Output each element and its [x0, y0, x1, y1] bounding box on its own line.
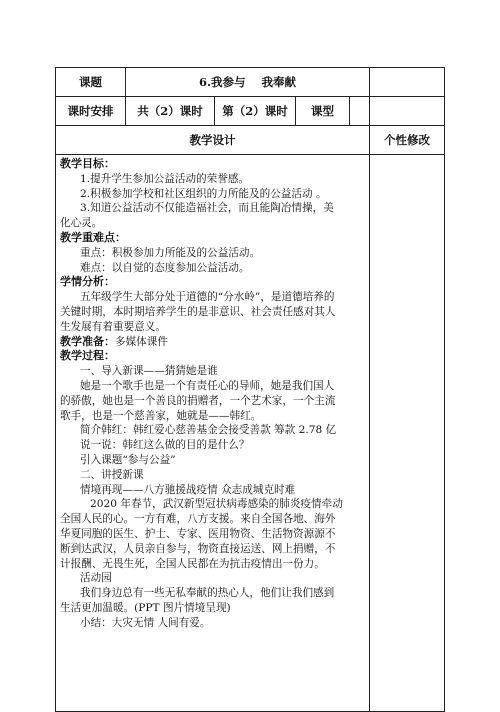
- prep-line: [60, 335, 365, 350]
- analysis-title: 学情分析：: [60, 275, 115, 289]
- key-1: 重点：积极参加力所能及的公益活动。: [80, 246, 261, 259]
- analysis-3: 生发展有着重要意义。: [60, 320, 166, 333]
- process-line: 全国人民的心。一方有难，八方支援。来自全国各地、海外: [60, 513, 336, 526]
- process-line: 简介韩红：韩红爱心慈善基金会接受善款 筹款 2.78 亿: [80, 424, 337, 437]
- prep-title: 教学准备：: [60, 334, 115, 348]
- design-label: 教学设计: [56, 126, 370, 155]
- process-line: 华夏同胞的医生、护士、专家、医用物资、生活物资源源不: [60, 527, 336, 540]
- lesson-label: 课题: [56, 68, 126, 97]
- goal-1: 1.提升学生参加公益活动的荣誉感。: [80, 172, 250, 185]
- process-line: 情境再现——八方驰援战疫情 众志成城克时难: [80, 483, 296, 496]
- process-line: 活动园: [80, 572, 112, 585]
- total-periods: 共（2）课时: [126, 97, 215, 126]
- type-side: [370, 97, 445, 126]
- process-line: 说一说：韩红这么做的目的是什么？: [80, 439, 250, 452]
- personal-label: 个性修改: [370, 126, 445, 155]
- current-period: 第（2）课时: [215, 97, 296, 126]
- goal-3b: 化心灵。: [60, 217, 103, 230]
- process-line: 断到达武汉，人员亲自参与，物资直接运送、网上捐赠，不: [60, 542, 336, 555]
- schedule-label: 课时安排: [56, 97, 126, 126]
- goals-title: 教学目标：: [60, 157, 115, 170]
- design-body: [56, 155, 370, 712]
- process-line: 引入课题“参与公益”: [80, 453, 176, 466]
- process-line: 二、讲授新课: [80, 468, 144, 481]
- type-label: 课型: [296, 97, 350, 126]
- analysis-2: 关键时期，本时期培养学生的是非意识、社会责任感对其人: [60, 305, 336, 318]
- process-line: 的骄傲，她也是一个善良的捐赠者，一个艺术家，一个主流: [60, 394, 336, 407]
- lesson-title-side: [370, 68, 445, 97]
- key-2: 难点：以自觉的态度参加公益活动。: [80, 261, 250, 274]
- process-title: 教学过程：: [60, 349, 115, 363]
- process-line: 生活更加温暖。(PPT 图片情境呈现): [60, 601, 231, 614]
- lesson-title: 6.我参与 我奉献: [126, 68, 370, 97]
- type-value: [350, 97, 370, 126]
- goal-3a: 3.知道公益活动不仅能造福社会，而且能陶冶情操，美: [80, 202, 334, 215]
- process-line: 2020 年春节，武汉新型冠状病毒感染的肺炎疫情牵动: [90, 498, 343, 511]
- process-line: 一、导入新课——猜猜她是谁: [80, 365, 218, 378]
- process-line: 小结：大灾无情 人间有爱。: [80, 616, 211, 629]
- personal-notes-cell: [370, 155, 445, 712]
- lesson-plan-table: [55, 67, 445, 712]
- process-line: 计报酬、无畏生死，全国人民都在为抗击疫情出一份力。: [60, 557, 325, 570]
- analysis-1: 五年级学生大部分处于道德的“分水岭”，是道德培养的: [80, 291, 335, 304]
- process-line: 歌手，也是一个慈善家，她就是——韩红。: [60, 409, 262, 422]
- prep-value: 多媒体课件: [115, 335, 168, 348]
- key-title: 教学重难点：: [60, 230, 126, 244]
- process-line: 我们身边总有一些无私奉献的热心人，他们让我们感到: [80, 587, 335, 600]
- process-line: 她是一个歌手也是一个有责任心的导师，她是我们国人: [80, 379, 335, 392]
- goal-2: 2.积极参加学校和社区组织的力所能及的公益活动 。: [80, 187, 327, 200]
